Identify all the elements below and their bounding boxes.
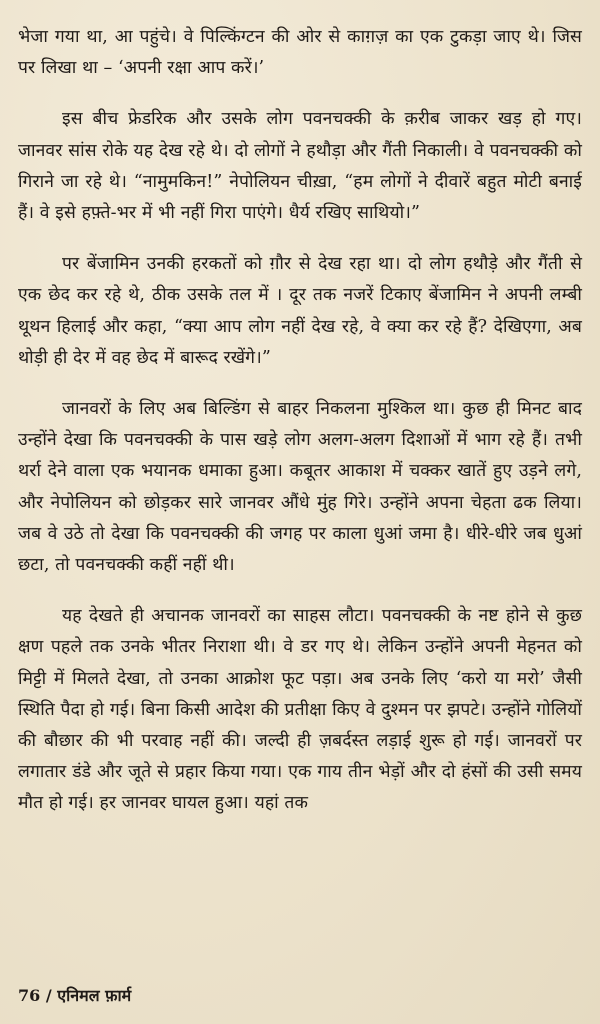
paragraph-1: भेजा गया था, आ पहुंचे। वे पिल्किंग्टन की ओर से काग़ज़ का एक टुकड़ा जाए थे। जिस पर लिखा था – ‘अपनी रक्षा आप करें।’ <box>18 27 582 79</box>
book-page <box>18 22 582 840</box>
paragraph-3: पर बेंजामिन उनकी हरकतों को ग़ौर से देख रहा था। दो लोग हथौड़े और गैंती से एक छेद कर रहे थे, ठीक उसके तल में । दूर तक नजरें टिकाए बेंजामिन ने अपनी लम्बी थूथन हिलाई और कहा, “क्या आप लोग नहीं देख रहे, वे क्या कर रहे हैं? देखिएगा, अब थोड़ी ही देर में वह छेद में बारूद रखेंगे।” <box>18 254 582 368</box>
page-footer: 76 / एनिमल फ़ार्म <box>18 986 132 1005</box>
paragraph-4: जानवरों के लिए अब बिल्डिंग से बाहर निकलना मुश्किल था। कुछ ही मिनट बाद उन्होंने देखा कि पवनचक्की के पास खड़े लोग अलग-अलग दिशाओं में भाग रहे हैं। तभी थर्रा देने वाला एक भयानक धमाका हुआ। कबूतर आकाश में चक्कर खातें हुए उड़ने लगे, और नेपोलियन को छोड़कर सारे जानवर औंधे मुंह गिरे। उन्होंने अपना चेहता ढक लिया। जब वे उठे तो देखा कि पवनचक्की की जगह पर काला धुआं जमा है। धीरे-धीरे जब धुआं छटा, तो पवनचक्की कहीं नहीं थी। <box>18 399 582 576</box>
paragraph-2: इस बीच फ्रेडरिक और उसके लोग पवनचक्की के क़रीब जाकर खड़ हो गए। जानवर सांस रोके यह देख रहे थे। दो लोगों ने हथौड़ा और गैंती निकाली। वे पवनचक्की को गिराने जा रहे थे। “नामुमकिन!” नेपोलियन चीख़ा, “हम लोगों ने दीवारें बहुत मोटी बनाई हैं। वे इसे हफ़्ते-भर में भी नहीं गिरा पाएंगे। धैर्य रखिए साथियो।” <box>18 109 582 224</box>
paragraph-5: यह देखते ही अचानक जानवरों का साहस लौटा। पवनचक्की के नष्ट होने से कुछ क्षण पहले तक उनके भीतर निराशा थी। वे डर गए थे। लेकिन उन्होंने अपनी मेहनत को मिट्टी में मिलते देखा, तो उनका आक्रोश फूट पड़ा। अब उनके लिए ‘करो या मरो’ जैसी स्थिति पैदा हो गई। बिना किसी आदेश की प्रतीक्षा किए वे दुश्मन पर झपटे। उन्होंने गोलियों की बौछार की भी परवाह नहीं की। जल्दी ही ज़बर्दस्त लड़ाई शुरू हो गई। जानवरों पर लगातार डंडे और जूते से प्रहार किया गया। एक गाय तीन भेड़ों और दो हंसों की उसी समय मौत हो गई। हर जानवर घायल हुआ। यहां तक <box>18 606 582 814</box>
